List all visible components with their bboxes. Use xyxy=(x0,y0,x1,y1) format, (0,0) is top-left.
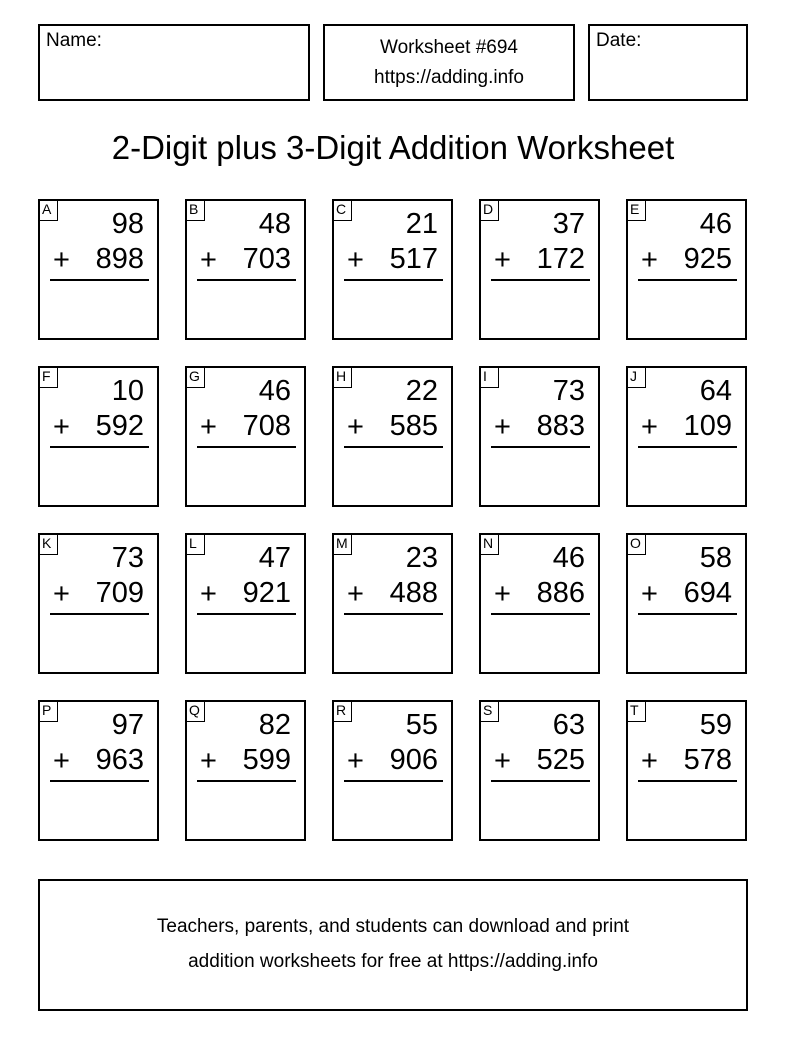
problem-card xyxy=(38,199,159,340)
plus-sign: + xyxy=(200,578,217,610)
date-label: Date: xyxy=(596,30,642,51)
problem-top-number: 46 xyxy=(258,375,291,407)
problem-card xyxy=(479,700,600,841)
problem-card xyxy=(332,700,453,841)
problem-letter: D xyxy=(479,199,499,221)
problem-bottom-number: 578 xyxy=(683,744,732,776)
problem-top-number: 21 xyxy=(405,208,438,240)
page-title: 2-Digit plus 3-Digit Addition Worksheet xyxy=(111,129,675,166)
name-field-box xyxy=(38,24,310,101)
answer-line xyxy=(491,613,590,615)
problem-card xyxy=(38,533,159,674)
plus-sign: + xyxy=(494,578,511,610)
problem-letter: K xyxy=(38,533,58,555)
problem-letter: F xyxy=(38,366,58,388)
plus-sign: + xyxy=(200,244,217,276)
answer-line xyxy=(638,279,737,281)
problem-card xyxy=(479,533,600,674)
problem-letter: H xyxy=(332,366,352,388)
problem-top-number: 97 xyxy=(111,709,144,741)
answer-line xyxy=(344,446,443,448)
problem-letter: A xyxy=(38,199,58,221)
answer-line xyxy=(638,780,737,782)
problem-card xyxy=(185,533,306,674)
plus-sign: + xyxy=(347,411,364,443)
problem-bottom-number: 109 xyxy=(683,410,732,442)
problem-letter: T xyxy=(626,700,646,722)
answer-line xyxy=(344,780,443,782)
problem-card xyxy=(185,366,306,507)
problem-bottom-number: 172 xyxy=(536,243,585,275)
plus-sign: + xyxy=(347,745,364,777)
problem-card xyxy=(626,533,747,674)
answer-line xyxy=(491,780,590,782)
answer-line xyxy=(638,613,737,615)
problem-letter: G xyxy=(185,366,205,388)
problem-letter: J xyxy=(626,366,646,388)
problem-letter: C xyxy=(332,199,352,221)
problem-bottom-number: 599 xyxy=(242,744,291,776)
problem-letter: O xyxy=(626,533,646,555)
problem-top-number: 98 xyxy=(111,208,144,240)
problem-letter: I xyxy=(479,366,499,388)
footer-box xyxy=(38,879,748,1011)
plus-sign: + xyxy=(641,578,658,610)
problem-card xyxy=(626,199,747,340)
problem-card xyxy=(38,366,159,507)
answer-line xyxy=(344,613,443,615)
problem-top-number: 82 xyxy=(258,709,291,741)
plus-sign: + xyxy=(53,745,70,777)
worksheet-info-box xyxy=(323,24,575,101)
problem-top-number: 47 xyxy=(258,542,291,574)
problem-top-number: 73 xyxy=(552,375,585,407)
plus-sign: + xyxy=(347,578,364,610)
answer-line xyxy=(50,613,149,615)
problem-bottom-number: 925 xyxy=(683,243,732,275)
problem-top-number: 63 xyxy=(552,709,585,741)
plus-sign: + xyxy=(53,244,70,276)
answer-line xyxy=(50,446,149,448)
plus-sign: + xyxy=(641,411,658,443)
plus-sign: + xyxy=(494,745,511,777)
problem-card xyxy=(38,700,159,841)
problem-letter: M xyxy=(332,533,352,555)
problem-card xyxy=(479,199,600,340)
problem-card xyxy=(626,700,747,841)
problem-card xyxy=(185,700,306,841)
problem-top-number: 64 xyxy=(699,375,732,407)
problem-top-number: 73 xyxy=(111,542,144,574)
problem-bottom-number: 525 xyxy=(536,744,585,776)
problem-bottom-number: 592 xyxy=(95,410,144,442)
problem-bottom-number: 517 xyxy=(389,243,438,275)
problem-letter: B xyxy=(185,199,205,221)
plus-sign: + xyxy=(494,244,511,276)
problem-top-number: 10 xyxy=(111,375,144,407)
problem-letter: R xyxy=(332,700,352,722)
problem-card xyxy=(626,366,747,507)
answer-line xyxy=(50,279,149,281)
plus-sign: + xyxy=(494,411,511,443)
problem-bottom-number: 709 xyxy=(95,577,144,609)
plus-sign: + xyxy=(200,745,217,777)
plus-sign: + xyxy=(53,411,70,443)
worksheet-number: Worksheet #694 xyxy=(379,37,518,58)
problem-bottom-number: 585 xyxy=(389,410,438,442)
problem-card xyxy=(332,533,453,674)
problem-bottom-number: 883 xyxy=(536,410,585,442)
date-field-box xyxy=(588,24,748,101)
problem-top-number: 55 xyxy=(405,709,438,741)
plus-sign: + xyxy=(200,411,217,443)
problem-bottom-number: 694 xyxy=(683,577,732,609)
problem-top-number: 48 xyxy=(258,208,291,240)
plus-sign: + xyxy=(641,745,658,777)
answer-line xyxy=(491,446,590,448)
problem-letter: S xyxy=(479,700,499,722)
answer-line xyxy=(197,446,296,448)
plus-sign: + xyxy=(641,244,658,276)
name-label: Name: xyxy=(46,30,102,51)
problem-letter: Q xyxy=(185,700,205,722)
problem-card xyxy=(332,199,453,340)
answer-line xyxy=(491,279,590,281)
problem-top-number: 46 xyxy=(552,542,585,574)
problem-bottom-number: 708 xyxy=(242,410,291,442)
problem-top-number: 22 xyxy=(405,375,438,407)
plus-sign: + xyxy=(347,244,364,276)
problem-letter: N xyxy=(479,533,499,555)
problem-bottom-number: 898 xyxy=(95,243,144,275)
problem-letter: E xyxy=(626,199,646,221)
plus-sign: + xyxy=(53,578,70,610)
problem-bottom-number: 703 xyxy=(242,243,291,275)
problem-top-number: 23 xyxy=(405,542,438,574)
problem-card xyxy=(332,366,453,507)
answer-line xyxy=(50,780,149,782)
problem-bottom-number: 963 xyxy=(95,744,144,776)
problem-top-number: 59 xyxy=(699,709,732,741)
problem-card xyxy=(479,366,600,507)
footer-text-line-1: Teachers, parents, and students can download and print xyxy=(156,916,630,937)
answer-line xyxy=(344,279,443,281)
problem-letter: P xyxy=(38,700,58,722)
answer-line xyxy=(197,780,296,782)
worksheet-url: https://adding.info xyxy=(374,67,524,88)
problem-bottom-number: 906 xyxy=(389,744,438,776)
problem-top-number: 37 xyxy=(552,208,585,240)
problem-bottom-number: 886 xyxy=(536,577,585,609)
answer-line xyxy=(197,613,296,615)
answer-line xyxy=(197,279,296,281)
problem-letter: L xyxy=(185,533,205,555)
problem-bottom-number: 921 xyxy=(242,577,291,609)
problem-bottom-number: 488 xyxy=(389,577,438,609)
problem-card xyxy=(185,199,306,340)
answer-line xyxy=(638,446,737,448)
problem-top-number: 58 xyxy=(699,542,732,574)
footer-text-line-2: addition worksheets for free at https://adding.info xyxy=(188,951,598,972)
problem-top-number: 46 xyxy=(699,208,732,240)
